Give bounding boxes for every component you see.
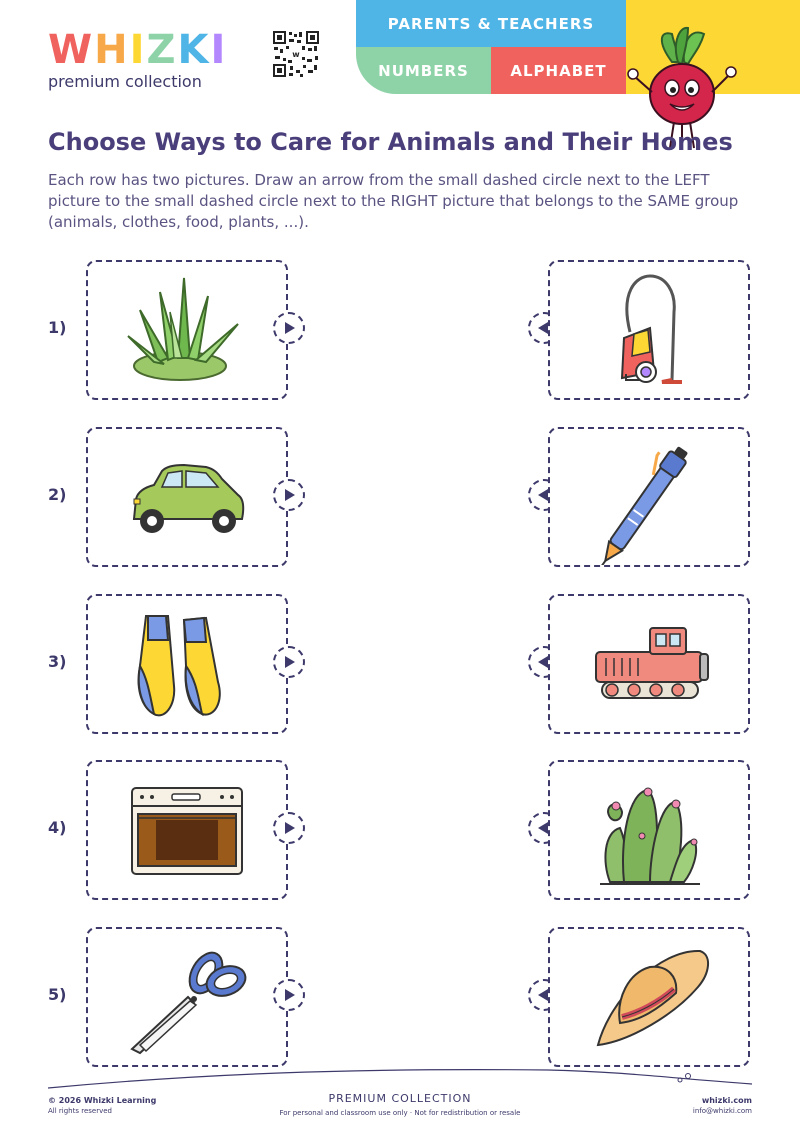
- footer-usage: For personal and classroom use only · Not for redistribution or resale: [279, 1109, 521, 1117]
- nav-parents-teachers[interactable]: PARENTS & TEACHERS: [356, 0, 626, 47]
- left-picture-card: [86, 260, 288, 400]
- left-arrow-dot[interactable]: [273, 979, 305, 1011]
- row-number: 3): [48, 652, 67, 671]
- nav-numbers[interactable]: NUMBERS: [356, 47, 491, 94]
- right-picture-card: [548, 594, 750, 734]
- sun-hat-icon: [550, 929, 748, 1065]
- cactus-icon: [550, 762, 748, 898]
- nav-alphabet[interactable]: ALPHABET: [491, 47, 626, 94]
- oven-icon: [88, 762, 286, 898]
- whizki-logo: [48, 27, 228, 91]
- arrow-right-icon: [285, 489, 295, 501]
- swim-fins-icon: [88, 596, 286, 732]
- footer-divider: [48, 1064, 752, 1094]
- scissors-icon: [88, 929, 286, 1065]
- logo-letter: Z: [146, 27, 178, 73]
- matching-row: [0, 927, 800, 1067]
- logo-letter: K: [177, 27, 211, 73]
- footer-right: [693, 1096, 752, 1115]
- matching-row: [0, 594, 800, 734]
- arrow-left-icon: [538, 989, 548, 1001]
- left-arrow-dot[interactable]: [273, 646, 305, 678]
- left-arrow-dot[interactable]: [273, 479, 305, 511]
- right-picture-card: [548, 760, 750, 900]
- footer-email-link[interactable]: info@whizki.com: [692, 1107, 752, 1115]
- grass-icon: [88, 262, 286, 398]
- row-number: 1): [48, 318, 67, 337]
- logo-letter: I: [210, 27, 228, 73]
- footer-left: [48, 1096, 156, 1115]
- logo-wordmark: [48, 27, 228, 73]
- train-icon: [550, 596, 748, 732]
- arrow-left-icon: [538, 822, 548, 834]
- matching-row: [0, 760, 800, 900]
- right-picture-card: [548, 927, 750, 1067]
- footer-copyright: © 2026 Whizki Learning: [48, 1096, 157, 1105]
- arrow-right-icon: [285, 656, 295, 668]
- logo-letter: H: [94, 27, 130, 73]
- row-number: 4): [48, 818, 67, 837]
- logo-subtitle: premium collection: [48, 72, 202, 91]
- matching-row: [0, 427, 800, 567]
- arrow-left-icon: [538, 322, 548, 334]
- arrow-left-icon: [538, 489, 548, 501]
- arrow-right-icon: [285, 322, 295, 334]
- footer-site-link[interactable]: whizki.com: [701, 1096, 752, 1105]
- car-icon: [88, 429, 286, 565]
- arrow-right-icon: [285, 989, 295, 1001]
- row-number: 2): [48, 485, 67, 504]
- logo-letter: I: [129, 27, 147, 73]
- instructions-text: Each row has two pictures. Draw an arrow from the small dashed circle next to the LEFT picture to the small dashed circle next to the RIGHT picture that belongs to the SAME group (animals, clothes, food, plants, ...).: [48, 171, 739, 231]
- left-picture-card: [86, 594, 288, 734]
- left-picture-card: [86, 427, 288, 567]
- left-arrow-dot[interactable]: [273, 312, 305, 344]
- matching-row: [0, 260, 800, 400]
- left-picture-card: [86, 760, 288, 900]
- qr-code-icon: [272, 30, 320, 78]
- left-picture-card: [86, 927, 288, 1067]
- footer-center: [250, 1092, 550, 1117]
- footer-collection: PREMIUM COLLECTION: [328, 1092, 472, 1105]
- page-title: Choose Ways to Care for Animals and Their Homes: [48, 128, 733, 156]
- footer-rights: All rights reserved: [48, 1107, 112, 1115]
- right-picture-card: [548, 260, 750, 400]
- logo-letter: W: [48, 27, 95, 73]
- arrow-left-icon: [538, 656, 548, 668]
- pen-icon: [550, 429, 748, 565]
- row-number: 5): [48, 985, 67, 1004]
- svg-text:w: w: [292, 50, 300, 59]
- right-picture-card: [548, 427, 750, 567]
- arrow-right-icon: [285, 822, 295, 834]
- left-arrow-dot[interactable]: [273, 812, 305, 844]
- vacuum-cleaner-icon: [550, 262, 748, 398]
